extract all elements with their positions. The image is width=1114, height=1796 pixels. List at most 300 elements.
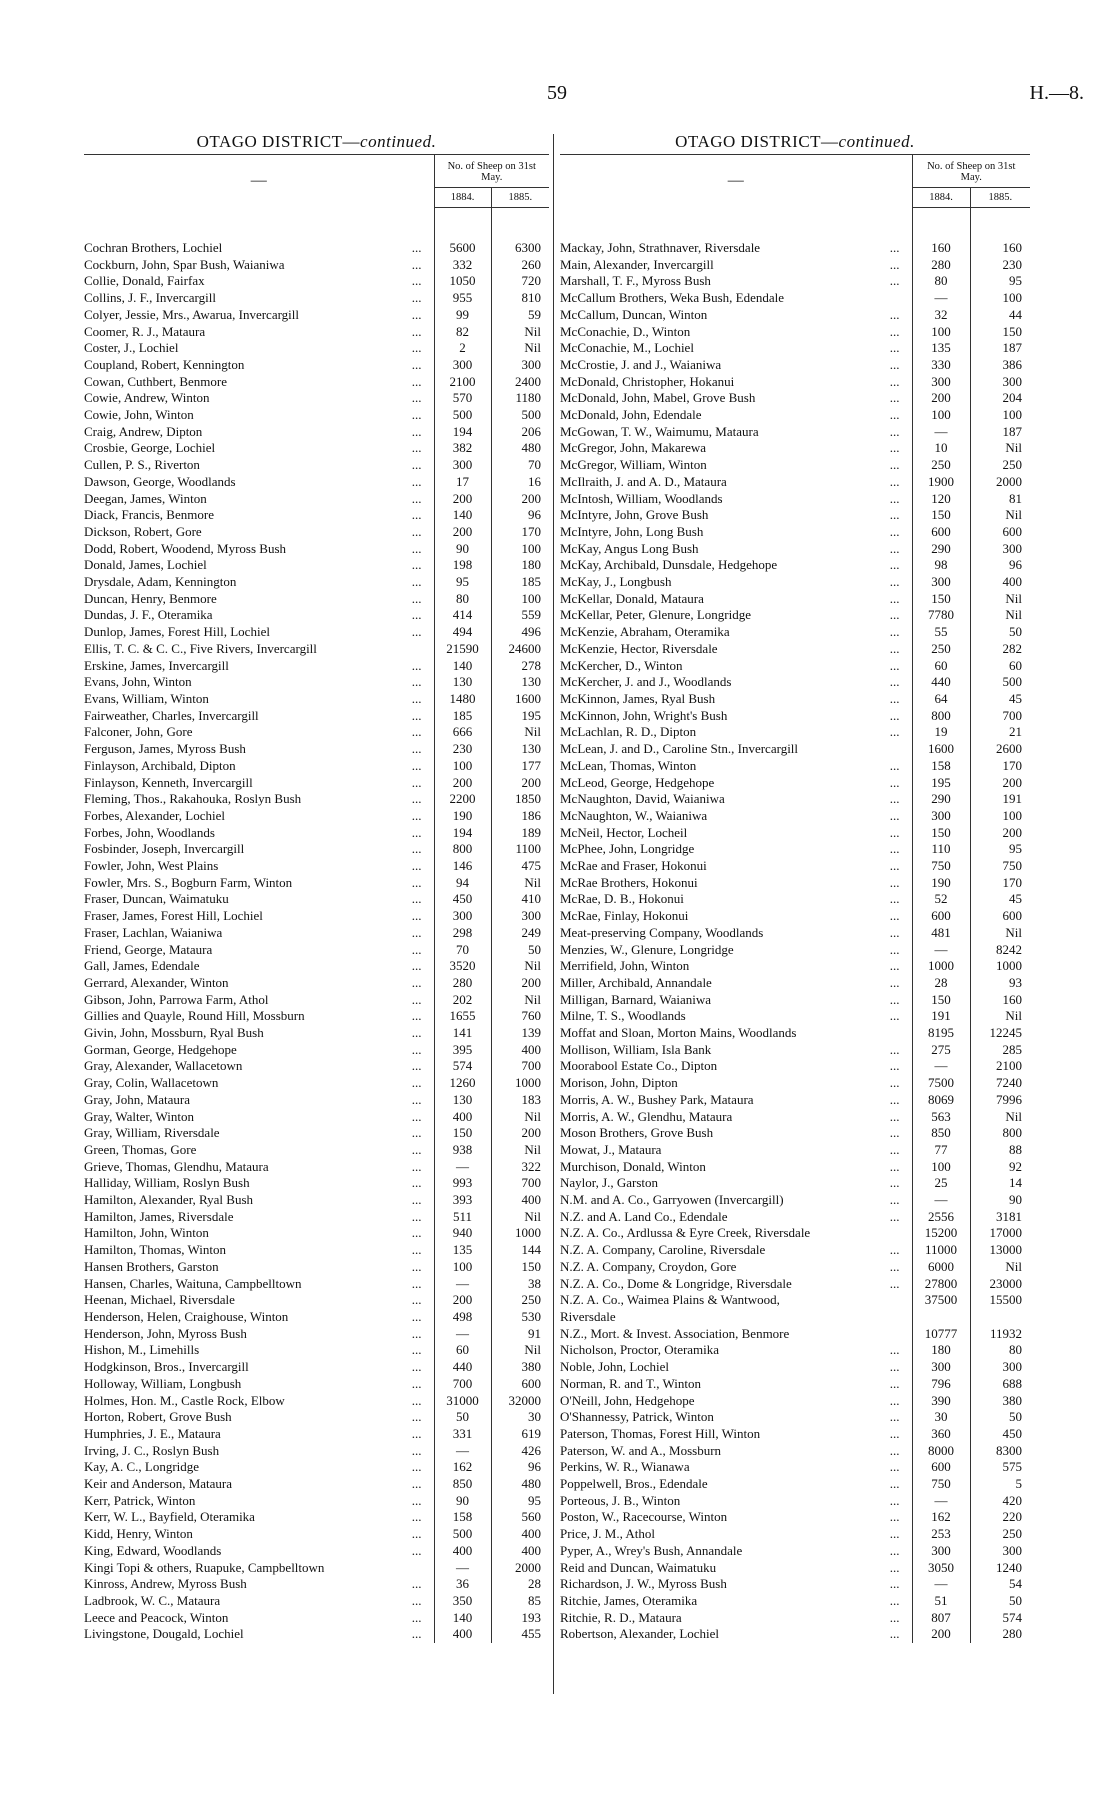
table-row <box>84 491 549 508</box>
owner-name: McLachlan, R. D., Dipton ... <box>560 724 912 741</box>
sheep-1885-value: 186 <box>491 808 549 825</box>
leader-dots: ... <box>889 690 900 706</box>
table-row <box>560 1192 1030 1209</box>
table-row <box>560 1025 1030 1042</box>
owner-name: Mackay, John, Strathnaver, Riversdale ... <box>560 240 912 257</box>
table-row <box>560 1610 1030 1627</box>
sheep-1884-value: — <box>434 1159 491 1176</box>
leader-dots: ... <box>889 1141 900 1157</box>
table-row <box>84 440 549 457</box>
leader-dots: ... <box>411 1208 422 1224</box>
owner-name: Hamilton, Alexander, Ryal Bush ... <box>84 1192 434 1209</box>
sheep-1885-value: 28 <box>491 1576 549 1593</box>
sheep-1885-value: 45 <box>970 891 1030 908</box>
leader-dots: ... <box>889 858 900 874</box>
sheep-1884-value: 36 <box>434 1576 491 1593</box>
sheep-1885-value: 250 <box>491 1292 549 1309</box>
leader-dots: ... <box>889 1626 900 1642</box>
sheep-1884-value: 1900 <box>912 474 970 491</box>
table-row <box>84 424 549 441</box>
leader-dots: ... <box>889 1058 900 1074</box>
sheep-1884-value: 15200 <box>912 1225 970 1242</box>
sheep-1884-value: 150 <box>912 992 970 1009</box>
table-row <box>84 674 549 691</box>
sheep-1884-value: 7780 <box>912 607 970 624</box>
leader-dots: ... <box>889 457 900 473</box>
sheep-1885-value: 530 <box>491 1309 549 1326</box>
sheep-1884-value: — <box>434 1276 491 1293</box>
owner-name: Gerrard, Alexander, Winton ... <box>84 975 434 992</box>
leader-dots: ... <box>411 1592 422 1608</box>
sheep-1884-value: 130 <box>434 1092 491 1109</box>
table-row <box>560 875 1030 892</box>
sheep-1885-value: 50 <box>970 1593 1030 1610</box>
sheep-1885-value: 30 <box>491 1409 549 1426</box>
leader-dots: ... <box>889 1559 900 1575</box>
sheep-1885-value: 32000 <box>491 1393 549 1410</box>
table-row <box>84 1092 549 1109</box>
owner-name: McIntosh, William, Woodlands ... <box>560 491 912 508</box>
sheep-1885-value: 300 <box>491 908 549 925</box>
table-row <box>560 1593 1030 1610</box>
table-row <box>84 1376 549 1393</box>
sheep-1884-value: 253 <box>912 1526 970 1543</box>
leader-dots: ... <box>411 1292 422 1308</box>
owner-name: McGregor, William, Winton ... <box>560 457 912 474</box>
table-row <box>560 357 1030 374</box>
leader-dots: ... <box>411 1576 422 1592</box>
sheep-1885-value: 575 <box>970 1459 1030 1476</box>
sheep-1884-value: 191 <box>912 1008 970 1025</box>
sheep-1884-value: — <box>912 1058 970 1075</box>
owner-name: Kidd, Henry, Winton ... <box>84 1526 434 1543</box>
leader-dots: ... <box>411 1158 422 1174</box>
owner-name: McDonald, John, Mabel, Grove Bush ... <box>560 390 912 407</box>
sheep-1885-value: 250 <box>970 1526 1030 1543</box>
sheep-1885-value: 8300 <box>970 1443 1030 1460</box>
sheep-1885-value: 204 <box>970 390 1030 407</box>
leader-dots: ... <box>889 607 900 623</box>
sheep-1884-value: 32 <box>912 307 970 324</box>
leader-dots: ... <box>411 841 422 857</box>
leader-dots: ... <box>411 974 422 990</box>
sheep-1885-value: 1850 <box>491 791 549 808</box>
table-row <box>84 1342 549 1359</box>
sheep-1884-value: 300 <box>912 808 970 825</box>
sheep-1884-value: 100 <box>434 1259 491 1276</box>
leader-dots: ... <box>889 1091 900 1107</box>
sheep-1884-value: 1600 <box>912 741 970 758</box>
owner-name: Fraser, Lachlan, Waianiwa ... <box>84 925 434 942</box>
owner-name: McKinnon, John, Wright's Bush ... <box>560 708 912 725</box>
sheep-1884-value: 440 <box>912 674 970 691</box>
leader-dots: ... <box>411 624 422 640</box>
table-row <box>84 1409 549 1426</box>
leader-dots: ... <box>889 340 900 356</box>
table-row <box>560 1359 1030 1376</box>
sheep-1884-value: 200 <box>434 775 491 792</box>
owner-name: Gillies and Quayle, Round Hill, Mossburn ... <box>84 1008 434 1025</box>
table-row <box>560 1058 1030 1075</box>
table-row <box>84 1058 549 1075</box>
sheep-1885-value: 1600 <box>491 691 549 708</box>
table-row <box>84 457 549 474</box>
sheep-1885-value: 187 <box>970 424 1030 441</box>
owner-name: McGowan, T. W., Waimumu, Mataura ... <box>560 424 912 441</box>
sheep-1885-value: 500 <box>970 674 1030 691</box>
leader-dots: ... <box>889 1125 900 1141</box>
sheep-1884-value: 332 <box>434 257 491 274</box>
sheep-1885-value <box>970 1309 1030 1326</box>
leader-dots: ... <box>411 1275 422 1291</box>
table-row <box>84 958 549 975</box>
sheep-1885-value: 249 <box>491 925 549 942</box>
owner-name: Keir and Anderson, Mataura ... <box>84 1476 434 1493</box>
leader-dots: ... <box>411 858 422 874</box>
owner-name: McDonald, Christopher, Hokanui ... <box>560 374 912 391</box>
table-row <box>560 908 1030 925</box>
leader-dots: ... <box>411 1392 422 1408</box>
sheep-1885-value: 810 <box>491 290 549 307</box>
table-row <box>84 273 549 290</box>
owner-name: N.Z., Mort. & Invest. Association, Benmore <box>560 1325 790 1341</box>
owner-name: Green, Thomas, Gore ... <box>84 1142 434 1159</box>
table-row <box>560 1092 1030 1109</box>
sheep-1885-value: 95 <box>970 841 1030 858</box>
owner-name: Mowat, J., Mataura ... <box>560 1142 912 1159</box>
sheep-1884-value: 290 <box>912 791 970 808</box>
sheep-1885-value: 160 <box>970 240 1030 257</box>
leader-dots: ... <box>889 557 900 573</box>
table-row <box>84 758 549 775</box>
sheep-1884-value: 90 <box>434 1493 491 1510</box>
owner-name: Kerr, W. L., Bayfield, Oteramika ... <box>84 1509 434 1526</box>
owner-column-header: — <box>560 155 912 208</box>
leader-dots: ... <box>411 674 422 690</box>
table-row <box>560 257 1030 274</box>
owner-name: Horton, Robert, Grove Bush ... <box>84 1409 434 1426</box>
sheep-1885-value: 12245 <box>970 1025 1030 1042</box>
sheep-1885-value: 44 <box>970 307 1030 324</box>
sheep-1884-value: 202 <box>434 992 491 1009</box>
sheep-1884-value: 100 <box>912 324 970 341</box>
leader-dots: ... <box>411 507 422 523</box>
sheep-1885-value: 400 <box>970 574 1030 591</box>
leader-dots: ... <box>889 1008 900 1024</box>
owner-name: Diack, Francis, Benmore ... <box>84 507 434 524</box>
leader-dots: ... <box>889 373 900 389</box>
leader-dots: ... <box>411 924 422 940</box>
sheep-1884-value: 80 <box>912 273 970 290</box>
owner-name: Drysdale, Adam, Kennington ... <box>84 574 434 591</box>
sheep-1884-value: 600 <box>912 1459 970 1476</box>
table-row <box>560 825 1030 842</box>
leader-dots: ... <box>889 1476 900 1492</box>
owner-name: McKay, Archibald, Dunsdale, Hedgehope ... <box>560 557 912 574</box>
owner-name: Cowie, John, Winton ... <box>84 407 434 424</box>
table-row <box>560 942 1030 959</box>
sheep-1885-value: 400 <box>491 1526 549 1543</box>
sheep-1884-value: 140 <box>434 1610 491 1627</box>
year-1885-header: 1885. <box>970 188 1030 208</box>
table-row <box>84 1393 549 1410</box>
table-row <box>84 891 549 908</box>
sheep-1885-value: 8242 <box>970 942 1030 959</box>
table-row <box>560 474 1030 491</box>
owner-name: McConachie, D., Winton ... <box>560 324 912 341</box>
sheep-1884-value: 195 <box>912 775 970 792</box>
owner-name: Heenan, Michael, Riversdale ... <box>84 1292 434 1309</box>
table-row <box>84 1292 549 1309</box>
sheep-1884-value: 666 <box>434 724 491 741</box>
leader-dots: ... <box>411 1609 422 1625</box>
sheep-1885-value: 322 <box>491 1159 549 1176</box>
sheep-1884-value: — <box>912 1192 970 1209</box>
table-row <box>560 424 1030 441</box>
leader-dots: ... <box>411 607 422 623</box>
leader-dots: ... <box>889 841 900 857</box>
table-row <box>84 407 549 424</box>
sheep-1885-value: 282 <box>970 641 1030 658</box>
sheep-1884-value: 200 <box>912 1626 970 1643</box>
sheep-1885-value: 5 <box>970 1476 1030 1493</box>
table-row <box>84 1309 549 1326</box>
owner-name: Nicholson, Proctor, Oteramika ... <box>560 1342 912 1359</box>
table-row <box>84 1443 549 1460</box>
sheep-1885-value: 183 <box>491 1092 549 1109</box>
leader-dots: ... <box>889 674 900 690</box>
table-row <box>560 574 1030 591</box>
table-row <box>84 324 549 341</box>
sheep-1885-value: 720 <box>491 273 549 290</box>
owner-name: McGregor, John, Makarewa ... <box>560 440 912 457</box>
sheep-1884-value: 60 <box>912 658 970 675</box>
sheep-1884-value: 190 <box>434 808 491 825</box>
table-row <box>560 390 1030 407</box>
owner-name: McIlraith, J. and A. D., Mataura ... <box>560 474 912 491</box>
sheep-1884-value: 250 <box>912 457 970 474</box>
table-row <box>560 1443 1030 1460</box>
table-row <box>560 1309 1030 1326</box>
leader-dots: ... <box>411 356 422 372</box>
year-1884-header: 1884. <box>434 188 491 208</box>
sheep-1884-value: 185 <box>434 708 491 725</box>
table-row <box>84 724 549 741</box>
sheep-1884-value: 2 <box>434 340 491 357</box>
table-row <box>560 273 1030 290</box>
table-row <box>84 992 549 1009</box>
leader-dots: ... <box>411 1342 422 1358</box>
leader-dots: ... <box>889 1175 900 1191</box>
owner-name: Evans, John, Winton ... <box>84 674 434 691</box>
sheep-1885-value: 200 <box>491 975 549 992</box>
table-row <box>84 1543 549 1560</box>
leader-dots: ... <box>411 306 422 322</box>
table-row <box>560 724 1030 741</box>
sheep-1884-value: 1655 <box>434 1008 491 1025</box>
sheep-1884-value: 2100 <box>434 374 491 391</box>
owner-name: Merrifield, John, Winton ... <box>560 958 912 975</box>
leader-dots: ... <box>411 724 422 740</box>
sheep-1885-value: 410 <box>491 891 549 908</box>
sheep-1884-value: 200 <box>434 491 491 508</box>
leader-dots: ... <box>411 1375 422 1391</box>
sheep-1884-value: 64 <box>912 691 970 708</box>
sheep-1885-value: 250 <box>970 457 1030 474</box>
sheep-1884-value: 10 <box>912 440 970 457</box>
table-row <box>560 407 1030 424</box>
table-row <box>84 541 549 558</box>
sheep-1885-value: 139 <box>491 1025 549 1042</box>
sheep-1884-value: 8195 <box>912 1025 970 1042</box>
owner-name: Fairweather, Charles, Invercargill ... <box>84 708 434 725</box>
table-row <box>560 457 1030 474</box>
table-row <box>84 1042 549 1059</box>
owner-name: Mollison, William, Isla Bank ... <box>560 1042 912 1059</box>
sheep-1884-value: 400 <box>434 1626 491 1643</box>
owner-name: Gorman, George, Hedgehope ... <box>84 1042 434 1059</box>
sheep-1885-value: 200 <box>491 491 549 508</box>
leader-dots: ... <box>411 1442 422 1458</box>
table-row <box>560 758 1030 775</box>
leader-dots: ... <box>411 473 422 489</box>
leader-dots: ... <box>889 1459 900 1475</box>
owner-name: Finlayson, Kenneth, Invercargill ... <box>84 775 434 792</box>
owner-name: Friend, George, Mataura ... <box>84 942 434 959</box>
sheep-1884-value: 31000 <box>434 1393 491 1410</box>
owner-name: Porteous, J. B., Winton ... <box>560 1493 912 1510</box>
leader-dots: ... <box>889 724 900 740</box>
owner-name: Henderson, Helen, Craighouse, Winton ... <box>84 1309 434 1326</box>
sheep-1885-value: 426 <box>491 1443 549 1460</box>
sheep-1885-value: 300 <box>491 357 549 374</box>
sheep-1885-value: 200 <box>491 775 549 792</box>
sheep-1885-value: 278 <box>491 658 549 675</box>
sheep-1884-value: 1000 <box>912 958 970 975</box>
table-row <box>560 975 1030 992</box>
table-row <box>560 240 1030 257</box>
leader-dots: ... <box>411 1459 422 1475</box>
sheep-1884-value: 160 <box>912 240 970 257</box>
table-row <box>560 1342 1030 1359</box>
leader-dots: ... <box>411 407 422 423</box>
owner-name: McKercher, J. and J., Woodlands ... <box>560 674 912 691</box>
sheep-1885-value: 206 <box>491 424 549 441</box>
owner-name: Holloway, William, Longbush ... <box>84 1376 434 1393</box>
table-row <box>560 925 1030 942</box>
sheep-1885-value: 455 <box>491 1626 549 1643</box>
table-row <box>560 858 1030 875</box>
owner-name: McKercher, D., Winton ... <box>560 658 912 675</box>
owner-name: Donald, James, Lochiel ... <box>84 557 434 574</box>
sheep-1885-value: 3181 <box>970 1209 1030 1226</box>
leader-dots: ... <box>889 306 900 322</box>
leader-dots: ... <box>411 891 422 907</box>
sheep-1884-value: 1480 <box>434 691 491 708</box>
sheep-1884-value: 200 <box>912 390 970 407</box>
page-number: 59 <box>547 82 567 104</box>
owner-name: Paterson, W. and A., Mossburn ... <box>560 1443 912 1460</box>
sheep-1884-value: 27800 <box>912 1276 970 1293</box>
sheep-1885-value: 144 <box>491 1242 549 1259</box>
sheep-1885-value: 420 <box>970 1493 1030 1510</box>
leader-dots: ... <box>889 1242 900 1258</box>
table-row <box>560 591 1030 608</box>
sheep-1885-value: 177 <box>491 758 549 775</box>
table-row <box>84 808 549 825</box>
sheep-1885-value: 170 <box>970 875 1030 892</box>
sheep-1884-value: 2556 <box>912 1209 970 1226</box>
sheep-1885-value: 800 <box>970 1125 1030 1142</box>
sheep-1885-value: Nil <box>491 340 549 357</box>
table-row <box>84 1109 549 1126</box>
sheep-1885-value: 600 <box>970 524 1030 541</box>
sheep-1885-value: 600 <box>970 908 1030 925</box>
sheep-1884-value: 70 <box>434 942 491 959</box>
sheep-1884-value: — <box>912 290 970 307</box>
owner-name: McPhee, John, Longridge ... <box>560 841 912 858</box>
owner-name: Collins, J. F., Invercargill ... <box>84 290 434 307</box>
leader-dots: ... <box>411 1125 422 1141</box>
sheep-1885-value: 700 <box>970 708 1030 725</box>
leader-dots: ... <box>889 273 900 289</box>
table-row <box>560 1560 1030 1577</box>
sheep-1885-value: 760 <box>491 1008 549 1025</box>
table-row <box>560 958 1030 975</box>
leader-dots: ... <box>411 574 422 590</box>
sheep-1884-value: 100 <box>434 758 491 775</box>
sheep-1884-value: 500 <box>434 1526 491 1543</box>
sheep-1884-value: 440 <box>434 1359 491 1376</box>
leader-dots: ... <box>889 1409 900 1425</box>
leader-dots: ... <box>889 924 900 940</box>
table-row <box>84 374 549 391</box>
owner-name: McKay, J., Longbush ... <box>560 574 912 591</box>
table-row <box>84 1459 549 1476</box>
sheep-1884-value: 11000 <box>912 1242 970 1259</box>
table-row <box>560 775 1030 792</box>
owner-name: Forbes, Alexander, Lochiel ... <box>84 808 434 825</box>
table-row <box>560 708 1030 725</box>
leader-dots: ... <box>889 1592 900 1608</box>
table-row <box>84 524 549 541</box>
leader-dots: ... <box>411 1008 422 1024</box>
sheep-1885-value: Nil <box>970 591 1030 608</box>
sheep-1884-value: 190 <box>912 875 970 892</box>
leader-dots: ... <box>411 707 422 723</box>
sheep-1885-value: 180 <box>491 557 549 574</box>
sheep-1885-value: 70 <box>491 457 549 474</box>
table-row <box>560 658 1030 675</box>
leader-dots: ... <box>889 807 900 823</box>
table-row <box>84 1025 549 1042</box>
sheep-1884-value: 98 <box>912 557 970 574</box>
owner-name: Dawson, George, Woodlands ... <box>84 474 434 491</box>
sheep-1884-value: 50 <box>434 1409 491 1426</box>
sheep-1885-value: 60 <box>970 658 1030 675</box>
table-spacer <box>84 208 549 241</box>
sheep-1885-value: 195 <box>491 708 549 725</box>
owner-name: Henderson, John, Myross Bush ... <box>84 1326 434 1343</box>
sheep-1884-value: 146 <box>434 858 491 875</box>
sheep-1884-value: 3520 <box>434 958 491 975</box>
leader-dots: ... <box>411 1526 422 1542</box>
owner-name: Holmes, Hon. M., Castle Rock, Elbow ... <box>84 1393 434 1410</box>
table-row <box>84 1159 549 1176</box>
sheep-1885-value: 23000 <box>970 1276 1030 1293</box>
table-row <box>560 992 1030 1009</box>
sheep-1885-value: 220 <box>970 1509 1030 1526</box>
